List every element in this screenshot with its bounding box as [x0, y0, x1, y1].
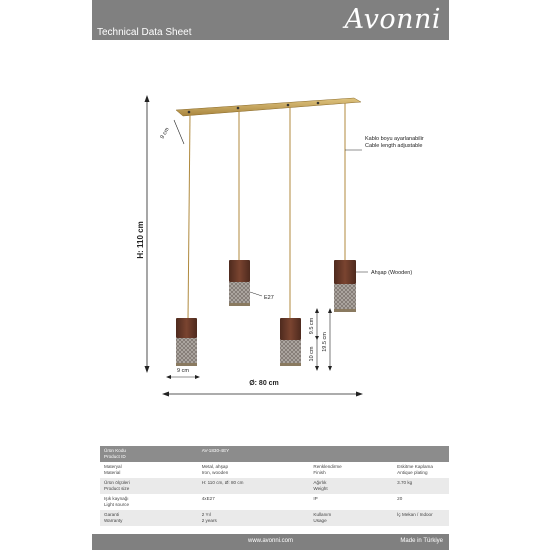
website-link[interactable]: www.avonni.com — [247, 538, 294, 544]
pendant-lamp — [334, 260, 356, 312]
spec-text: Weight — [313, 486, 328, 491]
product-drawing — [92, 40, 449, 440]
spec-text: Eskitme Kaplama — [397, 464, 433, 469]
shade-width-dimension — [166, 375, 200, 379]
spec-text: Renklendirme — [313, 464, 342, 469]
spec-text: Kullanım — [313, 512, 332, 517]
spec-text: Ağırlık — [313, 480, 327, 485]
page-title: Technical Data Sheet — [97, 27, 192, 38]
canopy-width-label: 9 cm — [159, 126, 171, 141]
pendant-lamp — [176, 318, 197, 366]
spec-row — [100, 446, 449, 462]
spec-text: 2 years — [201, 518, 217, 523]
spec-text: Material — [104, 470, 121, 475]
spec-text: Product size — [104, 486, 130, 491]
spec-table — [100, 446, 449, 526]
cables — [188, 103, 345, 320]
spec-text: Materyal — [104, 464, 122, 469]
spec-cell — [393, 478, 449, 494]
spec-cell — [393, 446, 449, 462]
cable-note-en: Cable length adjustable — [365, 143, 423, 149]
cable-note-tr: Kablo boyu ayarlanabilir — [365, 136, 424, 142]
height-label: H: 110 cm — [136, 221, 145, 259]
spec-row — [100, 494, 449, 510]
technical-drawing — [92, 40, 449, 440]
spec-text: IP — [313, 496, 318, 501]
spec-cell — [100, 494, 198, 510]
spec-text: Product ID — [104, 454, 126, 459]
spec-text: Iron, wooden — [201, 470, 229, 475]
shade-width-label: 9 cm — [177, 368, 189, 374]
spec-text: Finish — [313, 470, 326, 475]
spec-text: Metal, ahşap — [201, 464, 229, 469]
spec-cell — [198, 462, 310, 478]
socket-label: E27 — [264, 295, 274, 301]
footer-bar — [92, 534, 449, 550]
spec-row — [100, 510, 449, 526]
spec-cell — [393, 510, 449, 526]
wood-label: Ahşap (Wooden) — [371, 270, 413, 276]
spec-text: AV-1830-4EY — [201, 448, 230, 453]
spec-row — [100, 462, 449, 478]
spec-text: 3.70 kg — [397, 480, 413, 485]
spec-text: Warranty — [104, 518, 123, 523]
spec-cell — [100, 446, 198, 462]
spec-text: Light source — [104, 502, 130, 507]
pendant-lamp — [280, 318, 301, 366]
spec-text: Garanti — [104, 512, 120, 517]
spec-cell — [393, 494, 449, 510]
spec-cell — [198, 446, 310, 462]
spec-cell — [309, 494, 393, 510]
spec-text: Ürün ölçüleri — [104, 480, 130, 485]
total-height-label: 19.5 cm — [322, 332, 328, 352]
header-bar — [92, 0, 449, 40]
diameter-dimension — [162, 392, 363, 397]
height-dimension — [145, 95, 150, 373]
canopy-width-dimension — [174, 120, 184, 144]
spec-text: İç Mekan / Indoor — [397, 512, 433, 517]
spec-cell — [100, 462, 198, 478]
spec-text: 20 — [397, 496, 403, 501]
spec-text: Antique plating — [397, 470, 428, 475]
pendant-lamp — [229, 260, 250, 306]
spec-cell — [309, 478, 393, 494]
made-in-label: Made in Türkiye — [400, 538, 443, 544]
spec-text: Ürün Kodu — [104, 448, 126, 453]
spec-row — [100, 478, 449, 494]
spec-cell — [309, 446, 393, 462]
glass-height-label: 10 cm — [309, 346, 315, 362]
spec-cell — [309, 462, 393, 478]
wood-height-label: 9.5 cm — [309, 317, 315, 335]
spec-text: 4xE27 — [201, 496, 215, 501]
spec-cell — [100, 478, 198, 494]
spec-text: H: 110 cm, Ø: 80 cm — [201, 480, 244, 485]
spec-cell — [198, 510, 310, 526]
brand-logo: Avonni — [344, 4, 441, 35]
spec-cell — [309, 510, 393, 526]
spec-text: Usage — [313, 518, 327, 523]
spec-cell — [198, 494, 310, 510]
diameter-label: Ø: 80 cm — [249, 380, 279, 387]
spec-cell — [198, 478, 310, 494]
canopy-bar — [176, 98, 361, 116]
spec-text: Işık kaynağı — [104, 496, 129, 501]
spec-cell — [393, 462, 449, 478]
spec-text: 2 Yıl — [201, 512, 211, 517]
spec-cell — [100, 510, 198, 526]
